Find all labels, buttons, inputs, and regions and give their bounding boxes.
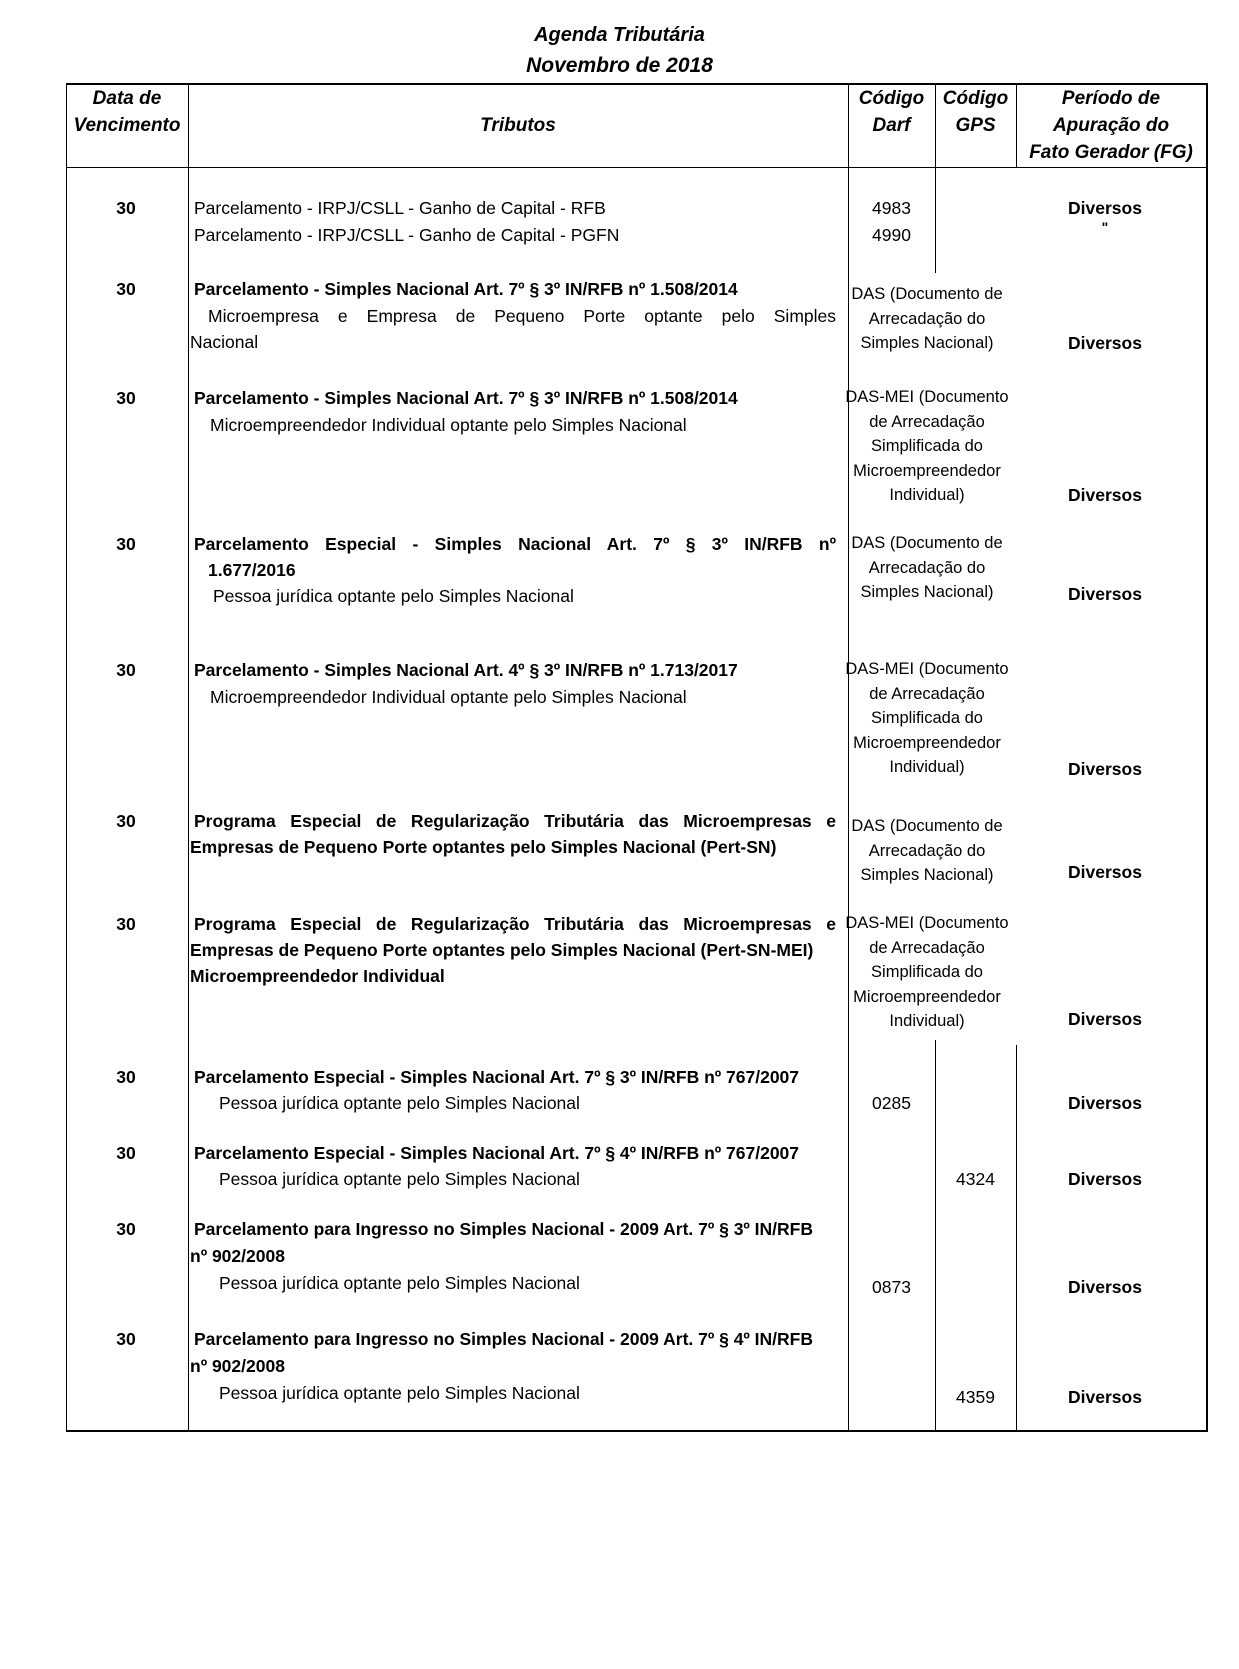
periodo-value: Diversos: [1068, 759, 1142, 779]
due-date: 30: [116, 1067, 136, 1087]
due-date: 30: [116, 534, 136, 554]
codigo-darf: DAS (Documento de Arrecadação do Simples Nacional): [851, 534, 1003, 601]
due-date: 30: [116, 1219, 136, 1239]
tributo-line: Parcelamento - IRPJ/CSLL - Ganho de Capital - RFB: [194, 198, 606, 218]
tributo-title: Parcelamento para Ingresso no Simples Nacional - 2009 Art. 7º § 4º IN/RFB nº 902/2008: [190, 1329, 814, 1376]
tributo-description: Microempreendedor Individual optante pelo Simples Nacional: [210, 415, 687, 435]
due-date: 30: [116, 388, 136, 408]
due-date: 30: [116, 914, 136, 934]
tributo-line: Parcelamento - IRPJ/CSLL - Ganho de Capital - PGFN: [194, 225, 620, 245]
tributo-description: Pessoa jurídica optante pelo Simples Nacional: [213, 586, 574, 606]
codigo-gps: 4324: [956, 1169, 995, 1189]
tributo-title: Parcelamento para Ingresso no Simples Nacional - 2009 Art. 7º § 3º IN/RFB nº 902/2008: [190, 1219, 814, 1266]
periodo-value: Diversos: [1068, 333, 1142, 353]
periodo-value: Diversos: [1068, 584, 1142, 604]
document-subtitle: Novembro de 2018: [526, 54, 713, 77]
due-date: 30: [116, 660, 136, 680]
tributo-title: Parcelamento Especial - Simples Nacional Art. 7º § 4º IN/RFB nº 767/2007: [194, 1143, 800, 1163]
document-title: Agenda Tributária: [534, 24, 705, 46]
tributo-description: Pessoa jurídica optante pelo Simples Nacional: [219, 1169, 580, 1189]
periodo-value: Diversos: [1068, 1277, 1142, 1297]
tributo-title: Parcelamento - Simples Nacional Art. 7º § 3º IN/RFB nº 1.508/2014: [194, 279, 738, 299]
due-date: 30: [116, 198, 136, 218]
ditto-mark: ": [1101, 219, 1109, 235]
tributo-description: Pessoa jurídica optante pelo Simples Nacional: [219, 1273, 580, 1293]
tributo-title: Parcelamento Especial - Simples Nacional Art. 7º § 3º IN/RFB nº 1.677/2016: [194, 534, 836, 580]
due-date: 30: [116, 811, 136, 831]
codigo-darf: 4990: [872, 225, 911, 245]
periodo-value: Diversos: [1068, 1093, 1142, 1113]
periodo-value: Diversos: [1068, 198, 1142, 218]
codigo-darf: DAS (Documento de Arrecadação do Simples Nacional): [851, 285, 1003, 352]
codigo-gps: 4359: [956, 1387, 995, 1407]
header-periodo: Período de Apuração do Fato Gerador (FG): [1029, 88, 1193, 163]
tributo-description: Pessoa jurídica optante pelo Simples Nacional: [219, 1383, 580, 1403]
tributo-description: Pessoa jurídica optante pelo Simples Nacional: [219, 1093, 580, 1113]
periodo-value: Diversos: [1068, 862, 1142, 882]
tributo-title: Parcelamento - Simples Nacional Art. 7º § 3º IN/RFB nº 1.508/2014: [194, 388, 738, 408]
tributo-description: Microempresa e Empresa de Pequeno Porte optante pelo Simples Nacional: [190, 306, 836, 352]
codigo-darf: DAS (Documento de Arrecadação do Simples Nacional): [851, 817, 1003, 884]
periodo-value: Diversos: [1068, 485, 1142, 505]
due-date: 30: [116, 1143, 136, 1163]
header-tributos: Tributos: [480, 115, 556, 136]
codigo-darf: DAS-MEI (Documento de Arrecadação Simplificada do Microempreendedor Individual): [845, 914, 1009, 1030]
header-codigo-darf: Código Darf: [858, 88, 925, 136]
codigo-darf: DAS-MEI (Documento de Arrecadação Simplificada do Microempreendedor Individual): [845, 660, 1009, 776]
codigo-darf: 4983: [872, 198, 911, 218]
tributo-title: Parcelamento Especial - Simples Nacional Art. 7º § 3º IN/RFB nº 767/2007: [194, 1067, 800, 1087]
tributo-title: Programa Especial de Regularização Tributária das Microempresas e Empresas de Pequeno Porte optantes pelo Simples Nacional (Pert-SN-MEI) Microempreendedor Individual: [190, 914, 836, 986]
tributo-title: Parcelamento - Simples Nacional Art. 4º § 3º IN/RFB nº 1.713/2017: [194, 660, 738, 680]
periodo-value: Diversos: [1068, 1387, 1142, 1407]
periodo-value: Diversos: [1068, 1169, 1142, 1189]
tributo-description: Microempreendedor Individual optante pelo Simples Nacional: [210, 687, 687, 707]
header-due-date: Data de Vencimento: [73, 88, 181, 136]
codigo-darf: 0285: [872, 1093, 911, 1113]
due-date: 30: [116, 279, 136, 299]
periodo-value: Diversos: [1068, 1009, 1142, 1029]
due-date: 30: [116, 1329, 136, 1349]
tributo-title: Programa Especial de Regularização Tributária das Microempresas e Empresas de Pequeno Porte optantes pelo Simples Nacional (Pert-SN): [190, 811, 836, 857]
codigo-darf: 0873: [872, 1277, 911, 1297]
codigo-darf: DAS-MEI (Documento de Arrecadação Simplificada do Microempreendedor Individual): [845, 388, 1009, 504]
header-codigo-gps: Código GPS: [942, 88, 1009, 136]
